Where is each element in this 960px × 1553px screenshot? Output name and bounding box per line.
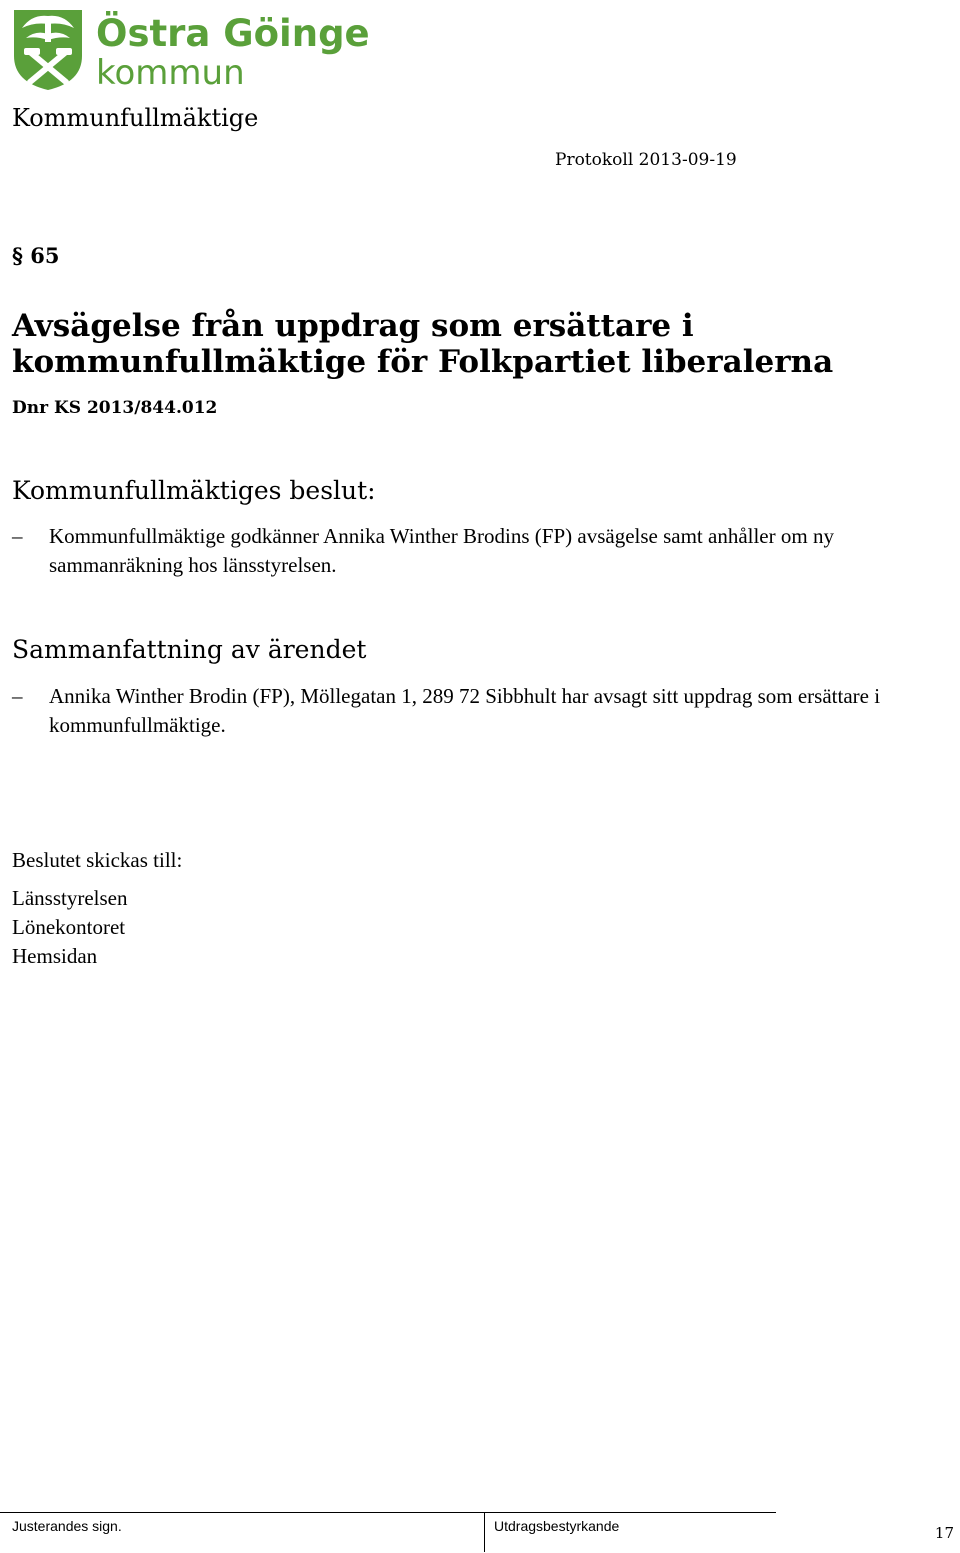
- footer-divider: [484, 1512, 485, 1552]
- logo-line2: kommun: [96, 53, 245, 93]
- footer-signature-label: Justerandes sign.: [12, 1518, 122, 1534]
- sent-to-label: Beslutet skickas till:: [12, 848, 183, 872]
- document-title: Avsägelse från uppdrag som ersättare i kommunfullmäktige för Folkpartiet liberalerna: [12, 308, 834, 380]
- dash-bullet: –: [12, 684, 23, 708]
- recipient-item: Lönekontoret: [12, 915, 126, 939]
- summary-item: [12, 682, 957, 740]
- paragraph-number: § 65: [12, 243, 60, 268]
- case-number: Dnr KS 2013/844.012: [12, 398, 218, 418]
- recipient-item: Hemsidan: [12, 944, 98, 968]
- decision-item: [12, 522, 957, 580]
- municipality-logo: [12, 8, 370, 93]
- dash-bullet: –: [12, 524, 23, 548]
- organization-name: Kommunfullmäktige: [12, 104, 259, 132]
- logo-line1: Östra Göinge: [96, 12, 370, 55]
- summary-heading: Sammanfattning av ärendet: [12, 635, 367, 664]
- decision-text: Kommunfullmäktige godkänner Annika Winther Brodins (FP) avsägelse samt anhåller om ny sammanräkning hos länsstyrelsen.: [49, 524, 834, 577]
- recipient-list: [12, 884, 127, 971]
- page-number: 17: [934, 1524, 954, 1542]
- recipient-item: Länsstyrelsen: [12, 886, 128, 910]
- municipal-coat-of-arms-icon: [12, 8, 370, 93]
- footer-certification-label: Utdragsbestyrkande: [494, 1518, 620, 1534]
- footer-rule: [0, 1512, 776, 1513]
- decision-heading: Kommunfullmäktiges beslut:: [12, 476, 376, 505]
- summary-text: Annika Winther Brodin (FP), Möllegatan 1, 289 72 Sibbhult har avsagt sitt uppdrag som ersättare i kommunfullmäktige.: [49, 684, 881, 737]
- protocol-date: Protokoll 2013-09-19: [555, 150, 737, 170]
